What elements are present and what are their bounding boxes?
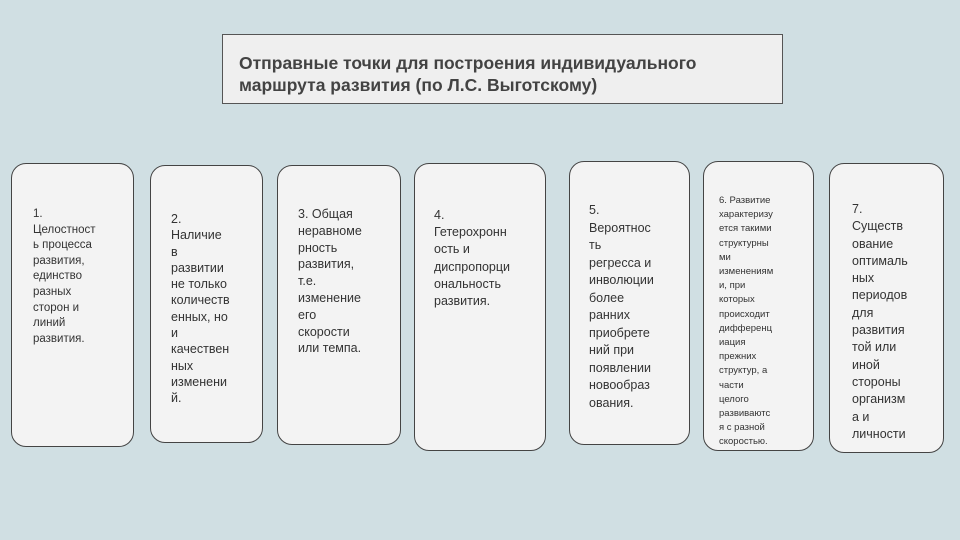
card-5 — [569, 161, 690, 445]
card-3-text: 3. Общая неравноме рность развития, т.е. изменение его скорости или темпа. — [298, 207, 362, 356]
slide-title: Отправные точки для построения индивидуального маршрута развития (по Л.С. Выготскому) — [239, 53, 697, 95]
card-4 — [414, 163, 546, 451]
card-7-text: 7. Существ ование оптималь ных периодов для развития той или иной стороны организм а и личности — [852, 202, 908, 441]
card-2 — [150, 165, 263, 443]
title-box — [222, 34, 783, 104]
card-6 — [703, 161, 814, 451]
card-7 — [829, 163, 944, 453]
card-1 — [11, 163, 134, 447]
card-3 — [277, 165, 401, 445]
card-4-text: 4. Гетерохронн ость и диспропорци ональность развития. — [434, 208, 511, 309]
card-1-text: 1. Целостност ь процесса развития, единство разных сторон и линий развития. — [33, 208, 96, 345]
card-2-text: 2. Наличие в развитии не только количеств енных, но и качествен ных изменени й. — [171, 212, 230, 406]
card-6-text: 6. Развитие характеризу ется такими структурны ми изменениям и, при которых происходит дифференц иация прежних структур, а части целого развиваютс я с разной скоростью. — [719, 195, 774, 448]
card-5-text: 5. Вероятнос ть регресса и инволюции более ранних приобрете ний при появлении новообраз ования. — [589, 203, 654, 410]
